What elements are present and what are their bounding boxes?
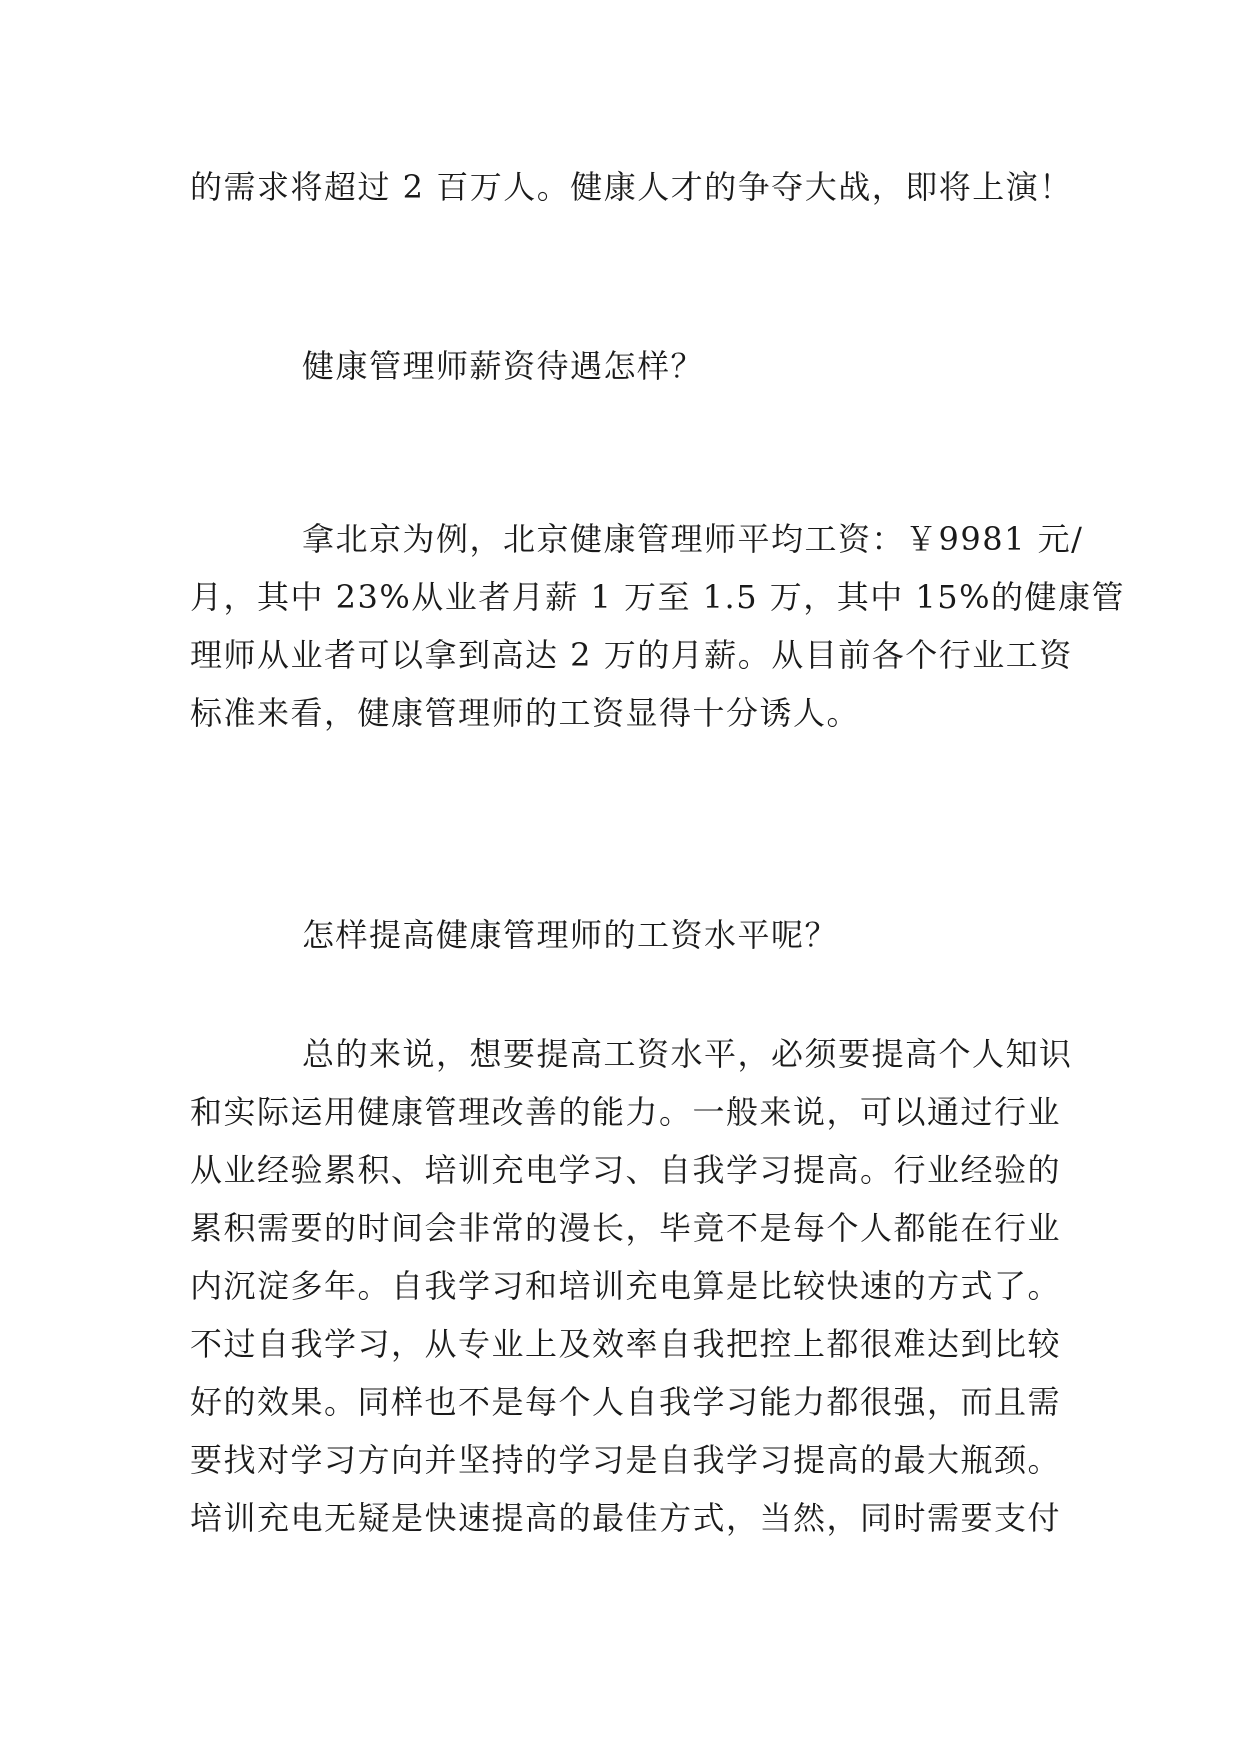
text-line: 总的来说，想要提高工资水平，必须要提高个人知识 — [302, 1035, 1073, 1073]
text-line: 拿北京为例，北京健康管理师平均工资：￥9981 元/ — [302, 520, 1084, 558]
text-line: 要找对学习方向并坚持的学习是自我学习提高的最大瓶颈。 — [190, 1441, 1062, 1479]
text-line: 怎样提高健康管理师的工资水平呢？ — [302, 916, 839, 954]
paragraph-improvement-methods — [190, 1025, 1073, 1547]
text-line: 健康管理师薪资待遇怎样？ — [302, 347, 705, 385]
heading-salary-question — [190, 337, 1050, 395]
text-line: 累积需要的时间会非常的漫长，毕竟不是每个人都能在行业 — [190, 1209, 1062, 1247]
text-line: 内沉淀多年。自我学习和培训充电算是比较快速的方式了。 — [190, 1267, 1062, 1305]
text-line: 好的效果。同样也不是每个人自我学习能力都很强，而且需 — [190, 1383, 1062, 1421]
text-line: 不过自我学习，从专业上及效率自我把控上都很难达到比较 — [190, 1325, 1062, 1363]
text-line: 理师从业者可以拿到高达 2 万的月薪。从目前各个行业工资 — [190, 636, 1073, 674]
text-line: 的需求将超过 2 百万人。健康人才的争夺大战，即将上演！ — [190, 168, 1073, 206]
text-line: 从业经验累积、培训充电学习、自我学习提高。行业经验的 — [190, 1151, 1062, 1189]
text-line: 和实际运用健康管理改善的能力。一般来说，可以通过行业 — [190, 1093, 1062, 1131]
paragraph-demand-forecast — [190, 158, 1073, 216]
text-line: 标准来看，健康管理师的工资显得十分诱人。 — [190, 694, 861, 732]
paragraph-beijing-salary — [190, 510, 1126, 742]
heading-raise-salary-question — [190, 906, 1050, 964]
text-line: 月，其中 23%从业者月薪 1 万至 1.5 万，其中 15%的健康管 — [190, 578, 1126, 616]
text-line: 培训充电无疑是快速提高的最佳方式，当然，同时需要支付 — [190, 1499, 1062, 1537]
